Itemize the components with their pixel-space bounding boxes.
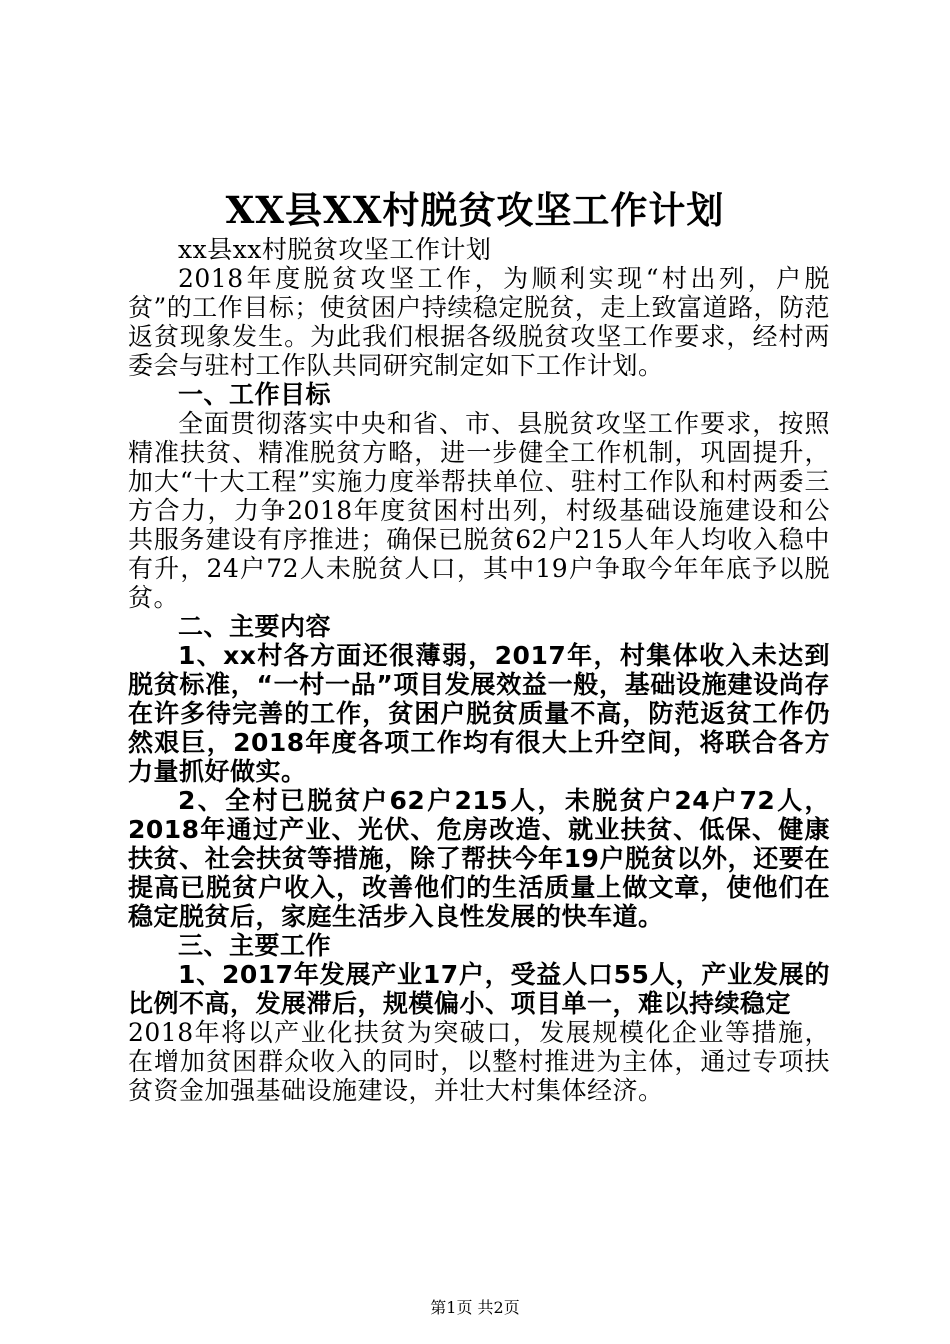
content-item-1: 1、xx村各方面还很薄弱，2017年，村集体收入未达到脱贫标准，“一村一品”项目发展效益一般，基础设施建设尚存在许多待完善的工作，贫困户脱贫质量不高，防范返贫工作仍然艰巨，2018年度各项工作均有很大上升空间，将联合各方力量抓好做实。 (128, 641, 830, 786)
section-heading-goals: 一、工作目标 (178, 380, 332, 409)
content-item-2: 2、全村已脱贫户62户215人，未脱贫户24户72人，2018年通过产业、光伏、危房改造、就业扶贫、低保、健康扶贫、社会扶贫等措施，除了帮扶今年19户脱贫以外，还要在提高已脱贫户收入，改善他们的生活质量上做文章，使他们在稳定脱贫后，家庭生活步入良性发展的快车道。 (128, 786, 830, 931)
section-heading-work: 三、主要工作 (178, 931, 332, 960)
subtitle-paragraph: xx县xx村脱贫攻坚工作计划 (178, 235, 492, 264)
work-item-1: 1、2017年发展产业17户，受益人口55人，产业发展的比例不高，发展滞后，规模偏小、项目单一，难以持续稳定 (128, 960, 830, 1018)
document-title: XX县XX村脱贫攻坚工作计划 (225, 188, 725, 232)
goals-paragraph: 全面贯彻落实中央和省、市、县脱贫攻坚工作要求，按照精准扶贫、精准脱贫方略，进一步健全工作机制，巩固提升，加大“十大工程”实施力度举帮扶单位、驻村工作队和村两委三方合力，力争2018年度贫困村出列，村级基础设施建设和公共服务建设有序推进；确保已脱贫62户215人年人均收入稳中有升，24户72人未脱贫人口，其中19户争取今年年底予以脱贫。 (128, 409, 830, 612)
document-body (128, 235, 830, 1105)
work-item-1-continued: 2018年将以产业化扶贫为突破口，发展规模化企业等措施，在增加贫困群众收入的同时，以整村推进为主体，通过专项扶贫资金加强基础设施建设，并壮大村集体经济。 (128, 1018, 830, 1105)
section-heading-content: 二、主要内容 (178, 612, 332, 641)
intro-paragraph: 2018年度脱贫攻坚工作，为顺利实现“村出列，户脱贫”的工作目标；使贫困户持续稳定脱贫，走上致富道路，防范返贫现象发生。为此我们根据各级脱贫攻坚工作要求，经村两委会与驻村工作队共同研究制定如下工作计划。 (128, 264, 830, 380)
page-footer: 第1页 共2页 (430, 1298, 520, 1317)
